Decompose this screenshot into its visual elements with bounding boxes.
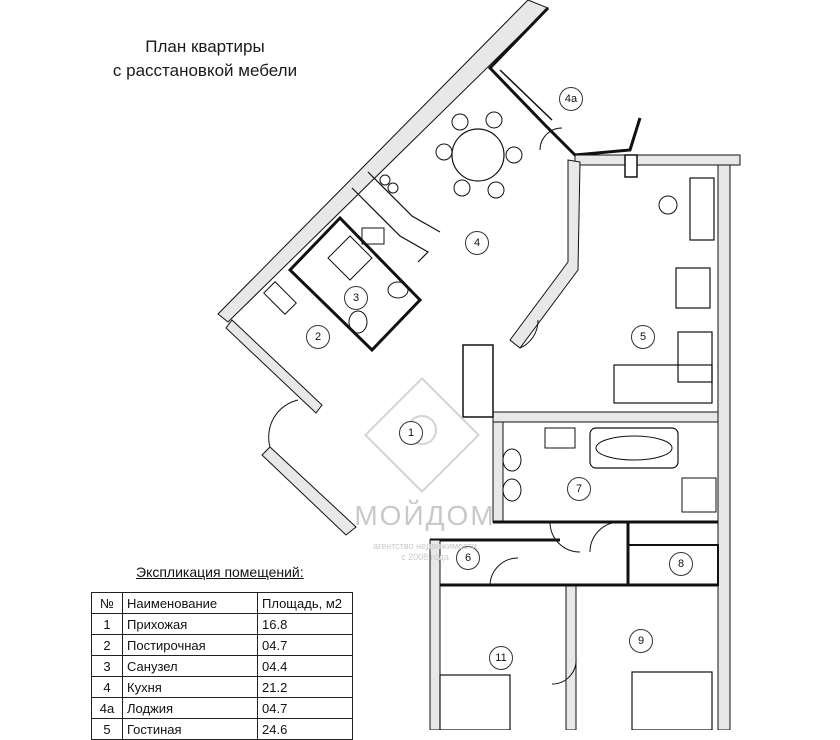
header-name: Наименование [123, 593, 258, 614]
wall-top-right [575, 155, 740, 165]
column [625, 155, 637, 177]
room-badge-8: 8 [669, 552, 693, 576]
toilet-7a [503, 449, 521, 471]
room-badge-3: 3 [344, 286, 368, 310]
bathtub-inner [596, 436, 672, 460]
room-badge-9: 9 [629, 629, 653, 653]
bed-11 [440, 675, 510, 730]
room-badge-5: 5 [631, 325, 655, 349]
row-area: 21.2 [258, 677, 353, 698]
row-name: Лоджия [123, 698, 258, 719]
wall-11-left [430, 540, 440, 730]
bathtub [590, 428, 678, 468]
watermark-line1: агентство недвижимости [373, 541, 477, 551]
explication-title: Экспликация помещений: [136, 564, 304, 580]
room-badge-6: 6 [456, 546, 480, 570]
row-name: Прихожая [123, 614, 258, 635]
sink [362, 228, 384, 244]
toilet-7b [503, 479, 521, 501]
explication-table [91, 592, 353, 740]
loggia-inner-wall [500, 70, 552, 120]
row-area: 04.4 [258, 656, 353, 677]
chair [452, 114, 468, 130]
sofa [614, 365, 712, 403]
row-num: 2 [92, 635, 123, 656]
chair [488, 182, 504, 198]
door-arc [590, 522, 620, 552]
plan-title-line2: с расстановкой мебели [112, 61, 298, 80]
door-arc [550, 522, 580, 552]
room-badge-4a: 4а [559, 87, 583, 111]
row-name: Кухня [123, 677, 258, 698]
room-badge-11: 11 [489, 646, 513, 670]
door-arc [269, 400, 298, 447]
partition-kitchen-living [510, 160, 580, 348]
stove-burner [388, 183, 398, 193]
row-area: 24.6 [258, 719, 353, 740]
washbasin-7 [545, 428, 575, 448]
armchair [676, 268, 710, 308]
wall-11-9 [566, 585, 576, 730]
plan-title-line1: План квартиры [145, 37, 265, 56]
kitchen-counter [352, 188, 428, 262]
row-num: 4а [92, 698, 123, 719]
dining-table [452, 129, 504, 181]
wall-living-bottom [493, 412, 718, 422]
desk-chair [659, 196, 677, 214]
washbasin-3 [388, 282, 408, 298]
shower-7 [682, 478, 716, 512]
row-area: 16.8 [258, 614, 353, 635]
wall-right [718, 165, 730, 730]
header-area: Площадь, м2 [258, 593, 353, 614]
table-row [92, 698, 353, 719]
table-row [92, 656, 353, 677]
bed-9 [632, 672, 712, 730]
row-name: Санузел [123, 656, 258, 677]
row-num: 5 [92, 719, 123, 740]
watermark-brand: МОЙДОМ [354, 500, 496, 531]
table-row [92, 635, 353, 656]
table-header-row [92, 593, 353, 614]
room-badge-2: 2 [306, 325, 330, 349]
row-area: 04.7 [258, 635, 353, 656]
watermark-line2: с 2008 года [401, 552, 449, 562]
table-row [92, 719, 353, 740]
table-row [92, 677, 353, 698]
watermark-subtitle [330, 541, 520, 563]
room-badge-1: 1 [399, 421, 423, 445]
room-badge-4: 4 [465, 231, 489, 255]
row-num: 1 [92, 614, 123, 635]
row-name: Гостиная [123, 719, 258, 740]
room-badge-7: 7 [567, 477, 591, 501]
toilet-3 [349, 311, 367, 333]
chair [436, 144, 452, 160]
chair [486, 112, 502, 128]
row-name: Постирочная [123, 635, 258, 656]
laundry-shelf [264, 282, 297, 315]
sofa-corner [678, 332, 712, 382]
row-area: 04.7 [258, 698, 353, 719]
desk [690, 178, 714, 240]
table-row [92, 614, 353, 635]
row-num: 4 [92, 677, 123, 698]
chair [454, 180, 470, 196]
stove-burner [380, 175, 390, 185]
chair [506, 147, 522, 163]
column-center [463, 345, 493, 417]
row-num: 3 [92, 656, 123, 677]
kitchen-counter-inner [368, 172, 440, 232]
header-num: № [92, 593, 123, 614]
